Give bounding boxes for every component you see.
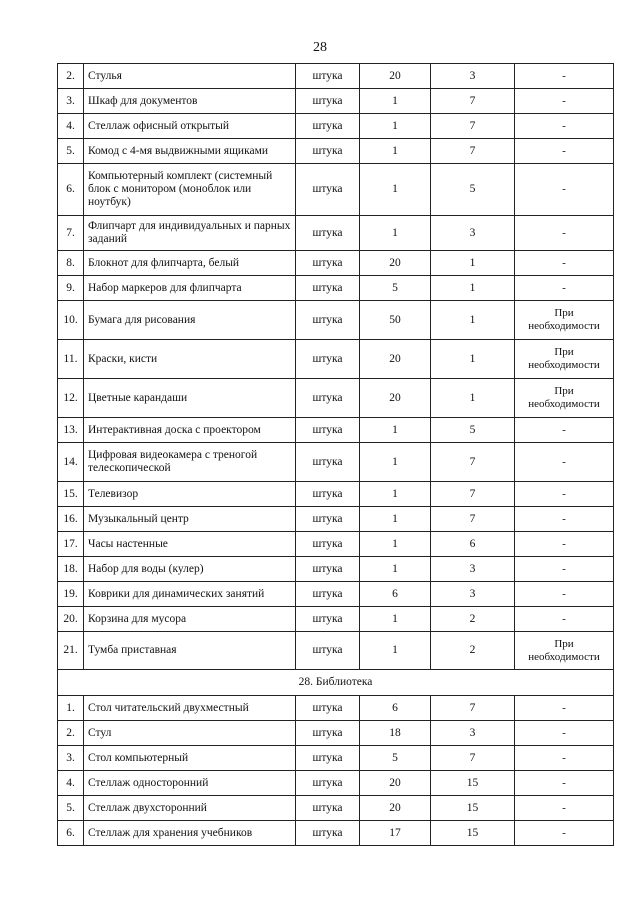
quantity: 6 bbox=[360, 582, 431, 607]
unit: штука bbox=[296, 482, 360, 507]
unit: штука bbox=[296, 276, 360, 301]
section-title: 28. Библиотека bbox=[58, 670, 614, 696]
quantity: 1 bbox=[360, 507, 431, 532]
unit: штука bbox=[296, 582, 360, 607]
row-number: 10. bbox=[58, 301, 84, 340]
unit: штука bbox=[296, 746, 360, 771]
note: - bbox=[515, 821, 614, 846]
item-name: Блокнот для флипчарта, белый bbox=[84, 251, 296, 276]
unit: штука bbox=[296, 164, 360, 216]
row-number: 3. bbox=[58, 746, 84, 771]
table-row bbox=[58, 89, 614, 114]
service-life: 3 bbox=[431, 582, 515, 607]
note: - bbox=[515, 89, 614, 114]
unit: штука bbox=[296, 796, 360, 821]
table-row bbox=[58, 443, 614, 482]
table-row bbox=[58, 582, 614, 607]
row-number: 6. bbox=[58, 164, 84, 216]
service-life: 7 bbox=[431, 139, 515, 164]
service-life: 15 bbox=[431, 821, 515, 846]
note: - bbox=[515, 557, 614, 582]
note: При необходимости bbox=[515, 340, 614, 379]
quantity: 6 bbox=[360, 696, 431, 721]
note: - bbox=[515, 607, 614, 632]
service-life: 7 bbox=[431, 114, 515, 139]
row-number: 16. bbox=[58, 507, 84, 532]
item-name: Бумага для рисования bbox=[84, 301, 296, 340]
quantity: 5 bbox=[360, 276, 431, 301]
service-life: 2 bbox=[431, 607, 515, 632]
service-life: 3 bbox=[431, 557, 515, 582]
note: При необходимости bbox=[515, 632, 614, 670]
service-life: 15 bbox=[431, 771, 515, 796]
row-number: 5. bbox=[58, 139, 84, 164]
note: - bbox=[515, 64, 614, 89]
table-row bbox=[58, 379, 614, 418]
service-life: 2 bbox=[431, 632, 515, 670]
note: - bbox=[515, 251, 614, 276]
note: - bbox=[515, 164, 614, 216]
table-row bbox=[58, 607, 614, 632]
row-number: 13. bbox=[58, 418, 84, 443]
row-number: 12. bbox=[58, 379, 84, 418]
service-life: 7 bbox=[431, 746, 515, 771]
item-name: Коврики для динамических занятий bbox=[84, 582, 296, 607]
quantity: 20 bbox=[360, 64, 431, 89]
item-name: Компьютерный комплект (системный блок с монитором (моноблок или ноутбук) bbox=[84, 164, 296, 216]
table-row bbox=[58, 557, 614, 582]
row-number: 17. bbox=[58, 532, 84, 557]
note: - bbox=[515, 276, 614, 301]
row-number: 1. bbox=[58, 696, 84, 721]
quantity: 1 bbox=[360, 164, 431, 216]
table-row bbox=[58, 139, 614, 164]
unit: штука bbox=[296, 696, 360, 721]
table-row bbox=[58, 216, 614, 251]
unit: штука bbox=[296, 89, 360, 114]
item-name: Стол компьютерный bbox=[84, 746, 296, 771]
table-row bbox=[58, 251, 614, 276]
table-row bbox=[58, 796, 614, 821]
table-row bbox=[58, 507, 614, 532]
row-number: 15. bbox=[58, 482, 84, 507]
item-name: Телевизор bbox=[84, 482, 296, 507]
table-row bbox=[58, 821, 614, 846]
item-name: Флипчарт для индивидуальных и парных заданий bbox=[84, 216, 296, 251]
unit: штука bbox=[296, 721, 360, 746]
table-row bbox=[58, 746, 614, 771]
quantity: 1 bbox=[360, 139, 431, 164]
item-name: Стеллаж офисный открытый bbox=[84, 114, 296, 139]
unit: штука bbox=[296, 340, 360, 379]
item-name: Корзина для мусора bbox=[84, 607, 296, 632]
unit: штука bbox=[296, 114, 360, 139]
table-row bbox=[58, 532, 614, 557]
quantity: 1 bbox=[360, 216, 431, 251]
table-row bbox=[58, 418, 614, 443]
note: При необходимости bbox=[515, 301, 614, 340]
page-number: 28 bbox=[313, 40, 327, 55]
quantity: 1 bbox=[360, 557, 431, 582]
row-number: 18. bbox=[58, 557, 84, 582]
row-number: 21. bbox=[58, 632, 84, 670]
service-life: 3 bbox=[431, 216, 515, 251]
service-life: 6 bbox=[431, 532, 515, 557]
table-row bbox=[58, 696, 614, 721]
note: - bbox=[515, 418, 614, 443]
table-row bbox=[58, 771, 614, 796]
unit: штука bbox=[296, 532, 360, 557]
note: - bbox=[515, 746, 614, 771]
table-row bbox=[58, 64, 614, 89]
note: - bbox=[515, 721, 614, 746]
note: - bbox=[515, 482, 614, 507]
row-number: 2. bbox=[58, 721, 84, 746]
unit: штука bbox=[296, 507, 360, 532]
service-life: 1 bbox=[431, 301, 515, 340]
unit: штука bbox=[296, 379, 360, 418]
service-life: 3 bbox=[431, 721, 515, 746]
row-number: 4. bbox=[58, 771, 84, 796]
quantity: 20 bbox=[360, 796, 431, 821]
item-name: Стол читательский двухместный bbox=[84, 696, 296, 721]
unit: штука bbox=[296, 139, 360, 164]
quantity: 1 bbox=[360, 443, 431, 482]
quantity: 1 bbox=[360, 89, 431, 114]
quantity: 1 bbox=[360, 418, 431, 443]
table-row bbox=[58, 114, 614, 139]
item-name: Часы настенные bbox=[84, 532, 296, 557]
item-name: Набор маркеров для флипчарта bbox=[84, 276, 296, 301]
note: - bbox=[515, 696, 614, 721]
quantity: 20 bbox=[360, 379, 431, 418]
unit: штука bbox=[296, 771, 360, 796]
service-life: 7 bbox=[431, 443, 515, 482]
note: - bbox=[515, 507, 614, 532]
quantity: 50 bbox=[360, 301, 431, 340]
equipment-table bbox=[57, 63, 614, 846]
note: - bbox=[515, 216, 614, 251]
row-number: 6. bbox=[58, 821, 84, 846]
item-name: Стул bbox=[84, 721, 296, 746]
unit: штука bbox=[296, 632, 360, 670]
quantity: 1 bbox=[360, 607, 431, 632]
unit: штука bbox=[296, 821, 360, 846]
unit: штука bbox=[296, 216, 360, 251]
service-life: 7 bbox=[431, 482, 515, 507]
quantity: 1 bbox=[360, 482, 431, 507]
unit: штука bbox=[296, 301, 360, 340]
row-number: 4. bbox=[58, 114, 84, 139]
unit: штука bbox=[296, 418, 360, 443]
row-number: 20. bbox=[58, 607, 84, 632]
section-row bbox=[58, 670, 614, 696]
table-row bbox=[58, 276, 614, 301]
service-life: 7 bbox=[431, 696, 515, 721]
row-number: 8. bbox=[58, 251, 84, 276]
item-name: Интерактивная доска с проектором bbox=[84, 418, 296, 443]
service-life: 1 bbox=[431, 251, 515, 276]
row-number: 2. bbox=[58, 64, 84, 89]
note: - bbox=[515, 139, 614, 164]
item-name: Стеллаж двухсторонний bbox=[84, 796, 296, 821]
note: - bbox=[515, 443, 614, 482]
unit: штука bbox=[296, 557, 360, 582]
row-number: 11. bbox=[58, 340, 84, 379]
row-number: 3. bbox=[58, 89, 84, 114]
service-life: 7 bbox=[431, 89, 515, 114]
note: - bbox=[515, 114, 614, 139]
note: При необходимости bbox=[515, 379, 614, 418]
row-number: 14. bbox=[58, 443, 84, 482]
item-name: Цифровая видеокамера с треногой телескопической bbox=[84, 443, 296, 482]
table-row bbox=[58, 482, 614, 507]
item-name: Тумба приставная bbox=[84, 632, 296, 670]
item-name: Краски, кисти bbox=[84, 340, 296, 379]
quantity: 1 bbox=[360, 114, 431, 139]
table-row bbox=[58, 632, 614, 670]
quantity: 1 bbox=[360, 532, 431, 557]
item-name: Цветные карандаши bbox=[84, 379, 296, 418]
note: - bbox=[515, 582, 614, 607]
row-number: 5. bbox=[58, 796, 84, 821]
row-number: 19. bbox=[58, 582, 84, 607]
service-life: 7 bbox=[431, 507, 515, 532]
service-life: 1 bbox=[431, 276, 515, 301]
quantity: 18 bbox=[360, 721, 431, 746]
unit: штука bbox=[296, 443, 360, 482]
quantity: 20 bbox=[360, 771, 431, 796]
service-life: 3 bbox=[431, 64, 515, 89]
service-life: 1 bbox=[431, 379, 515, 418]
service-life: 15 bbox=[431, 796, 515, 821]
quantity: 17 bbox=[360, 821, 431, 846]
row-number: 7. bbox=[58, 216, 84, 251]
unit: штука bbox=[296, 64, 360, 89]
item-name: Комод с 4-мя выдвижными ящиками bbox=[84, 139, 296, 164]
table-row bbox=[58, 301, 614, 340]
table-row bbox=[58, 340, 614, 379]
unit: штука bbox=[296, 607, 360, 632]
row-number: 9. bbox=[58, 276, 84, 301]
quantity: 20 bbox=[360, 251, 431, 276]
service-life: 5 bbox=[431, 164, 515, 216]
service-life: 5 bbox=[431, 418, 515, 443]
item-name: Стеллаж односторонний bbox=[84, 771, 296, 796]
unit: штука bbox=[296, 251, 360, 276]
item-name: Стулья bbox=[84, 64, 296, 89]
note: - bbox=[515, 532, 614, 557]
table-row bbox=[58, 164, 614, 216]
item-name: Набор для воды (кулер) bbox=[84, 557, 296, 582]
note: - bbox=[515, 796, 614, 821]
quantity: 5 bbox=[360, 746, 431, 771]
service-life: 1 bbox=[431, 340, 515, 379]
item-name: Музыкальный центр bbox=[84, 507, 296, 532]
item-name: Шкаф для документов bbox=[84, 89, 296, 114]
note: - bbox=[515, 771, 614, 796]
quantity: 20 bbox=[360, 340, 431, 379]
quantity: 1 bbox=[360, 632, 431, 670]
item-name: Стеллаж для хранения учебников bbox=[84, 821, 296, 846]
table-row bbox=[58, 721, 614, 746]
